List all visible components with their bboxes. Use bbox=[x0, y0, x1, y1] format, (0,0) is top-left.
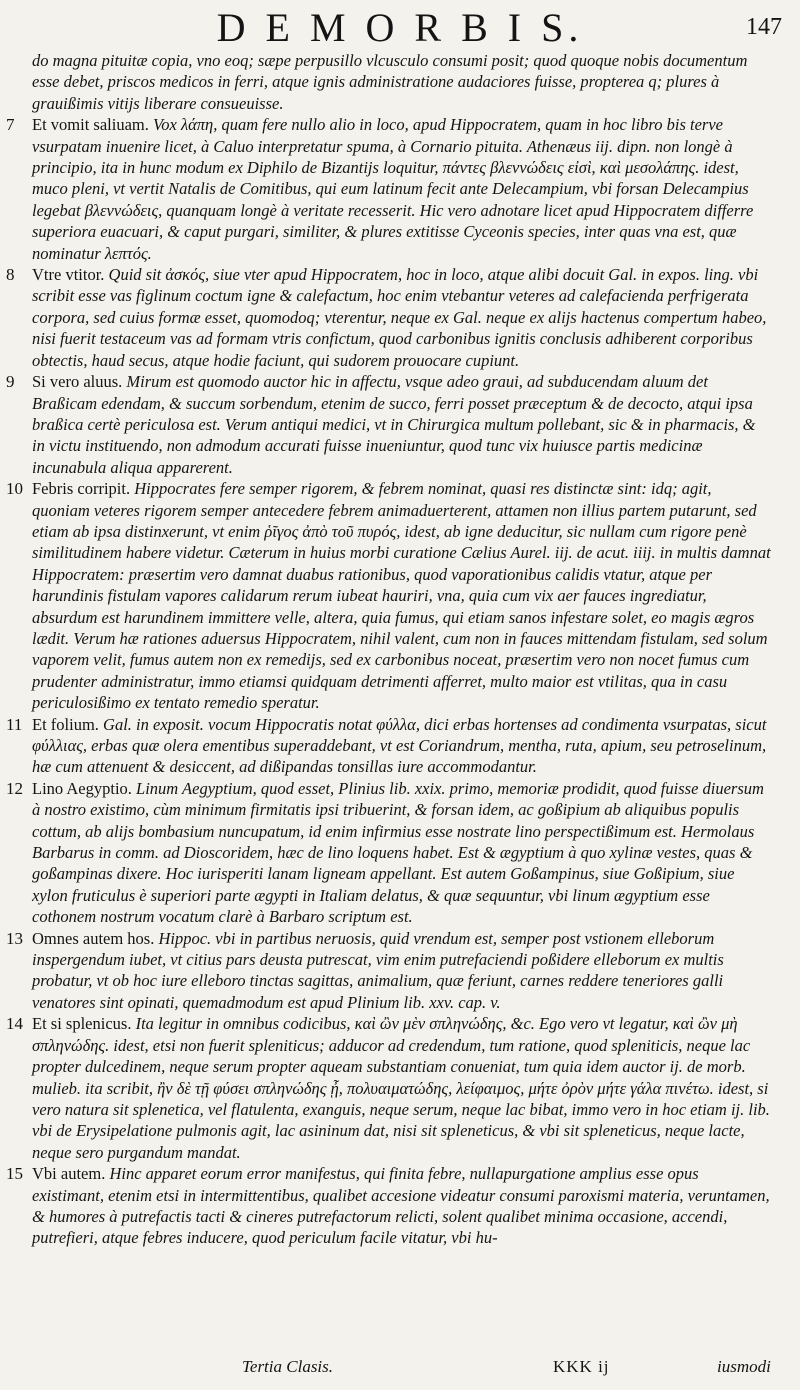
note-number: 15 bbox=[6, 1164, 23, 1184]
paragraph-text: Mirum est quomodo auctor hic in affectu, vsque adeo graui, ad subducendam aluum det Braßicam edendam, & succum sorbendum, etenim de succo, ferri posset præceptum & de decocto, atqui ipsa braßica certè periculosa est. Verum antiqui medici, vt in Chirurgica multum pollebant, sic & in pharmacis, & in victu instituendo, non admodum accurati fuisse inueniuntur, quod tunc vix huiusce partis medicinæ incunabula aliqua apparerent. bbox=[32, 372, 756, 477]
page-footer bbox=[0, 1357, 800, 1387]
note-number: 7 bbox=[6, 115, 15, 135]
note-number: 8 bbox=[6, 265, 15, 285]
lemma: Vbi autem. bbox=[32, 1164, 106, 1184]
note-number: 11 bbox=[6, 714, 23, 734]
lemma: Vtre vtitor. bbox=[32, 265, 105, 285]
paragraph-14 bbox=[6, 1013, 772, 1163]
commentary-text bbox=[6, 50, 772, 1249]
paragraph-text: Vox λάπη, quam fere nullo alio in loco, apud Hippocratem, quam in hoc libro bis terve vsurpatam inuenire licet, à Caluo interpretatur spuma, à Cornario pituita. Athenæus iij. dipn. non longè à principio, ita in hunc modum ex Diphilo de Bizantijs loquitur, πάντες βλεννώδεις εἰσὶ, καὶ μεσολάπης. idest, muco pleni, vt vertit Natalis de Comitibus, qui eum latinum fecit ante Delecampium, vbi forsan Delecampius legebat βλεννώδεις, quanquam longè à veritate recesserit. Hic vero adnotare licet apud Hippocratem differre superiora euacuari, & caput purgari, similiter, & plures extitisse Cyceonis species, inter quas vna est, quæ nominatur λεπτός. bbox=[32, 115, 754, 263]
volume-signature: Tertia Clasis. bbox=[242, 1357, 334, 1376]
paragraph-13 bbox=[6, 928, 772, 1014]
paragraph-10 bbox=[6, 478, 772, 713]
paragraph-8 bbox=[6, 264, 772, 371]
paragraph-9 bbox=[6, 371, 772, 478]
paragraph-text: Ita legitur in omnibus codicibus, καὶ ὢν μὲν σπληνώδης, &c. Ego vero vt legatur, καὶ ὢν μὴ σπληνώδης. idest, etsi non fuerit spleniticus; adducor ad credendum, tum ratione, quod spleniticis, neque lac propter dulcedinem, neque serum propter aqueam substantiam conueniat, tum quia idem auctor ij. de morb. mulieb. ita scribit, ἢν δὲ τῇ φύσει σπληνώδης ᾖ, πολυαιματώδης, λείφαιμος, μήτε ὀρὸν μήτε γάλα πινέτω. idest, si vero natura sit splenetica, vel flatulenta, exanguis, neque serum, neque lac bibat, immo vero in hoc etiam ij. lib. vbi de Erysipelatione pulmonis agit, lac asininum dat, nisi sit spleneticus, & vbi sit spleneticus, neque lacte, neque sero purgandum mandat. bbox=[32, 1014, 770, 1162]
lemma: Et si splenicus. bbox=[32, 1014, 132, 1034]
page-header bbox=[0, 6, 800, 50]
running-head: D E M O R B I S. bbox=[216, 5, 584, 50]
paragraph-11 bbox=[6, 714, 772, 778]
lemma: Si vero aluus. bbox=[32, 372, 123, 392]
paragraph-text: Hinc apparet eorum error manifestus, qui finita febre, nullapurgatione amplius esse opus existimant, etenim etsi in intermittentibus, qualibet accesione videatur consumi paroxismi materia, veruntamen, & humores à putrefactis tacti & cineres putrefactorum relicti, solent qualibet minima occasione, accendi, putrefieri, atque febres inducere, quod periculum facile vitatur, vbi hu- bbox=[32, 1164, 770, 1248]
lemma: Et folium. bbox=[32, 714, 99, 734]
lemma: Lino Aegyptio. bbox=[32, 778, 132, 798]
paragraph-text: do magna pituitæ copia, vno eoq; sæpe perpusillo vlcusculo consumi posit; quod quoque nobis documentum esse debet, priscos medicos in ferri, atque ignis administratione audaciores fuisse, propterea q; plures à grauißimis vitijs liberare consueuisse. bbox=[32, 51, 748, 113]
paragraph-text: Quid sit ἀσκός, siue vter apud Hippocratem, hoc in loco, atque alibi docuit Gal. in expos. ling. vbi scribit esse vas figlinum coctum igne & calefactum, hoc enim vtebantur veteres ad calefacienda perfrigerata corpora, sed cuius formæ esset, quomodoq; vterentur, neque ex Gal. neque ex alijs hactenus compertum habeo, nisi fuerit testaceum vas ad formam vtris confictum, quod carbonibus ignitis conclusis adhiberent corporibus obtectis, haud secus, atque hodie faciunt, qui sudorem prouocare cupiunt. bbox=[32, 265, 767, 370]
paragraph-continued bbox=[12, 50, 772, 114]
lemma: Febris corripit. bbox=[32, 479, 131, 499]
lemma: Et vomit saliuam. bbox=[32, 115, 149, 135]
paragraph-text: Gal. in exposit. vocum Hippocratis notat φύλλα, dici erbas hortenses ad condimenta vsurpatas, sicut φύλλιας, erbas quæ olera ementibus superaddebant, vt est Coriandrum, mentha, ruta, apium, seu petroselinum, hæ cum attenuent & desiccent, ad dißipandas tonsillas iure accommodantur. bbox=[32, 714, 767, 777]
paragraph-text: Linum Aegyptium, quod esset, Plinius lib. xxix. primo, memoriæ prodidit, quod fuisse diuersum à nostro existimo, cùm minimum firmitatis ipsi tribuerint, & forsan idem, ac goßipium ab aliquibus populis cottum, ab alijs bombasium nuncupatum, id enim infirmius esse nostrate lino perspectißimum est. Hermolaus Barbarus in comm. ad Dioscoridem, hæc de lino loquens habet. Est & ægyptium à quo xylinæ vestes, quas & goßampinas dixere. Hoc iurisperiti lanam ligneam appellant. Est autem Goßampinus, siue Goßipium, siue xylon fruticulus è superiori parte ægypti in Italiam delatus, & quæ sequuntur, vbi linum ægyptium esse cothonem nostrum vocatum clarè à Barbaro scriptum est. bbox=[32, 778, 764, 927]
note-number: 13 bbox=[6, 928, 23, 948]
paragraph-text: Hippocrates fere semper rigorem, & febrem nominat, quasi res distinctæ sint: idq; agit, quoniam veteres rigorem semper antecedere febrem animaduerterent, attamen non illius partem putarunt, sed etiam ab ipsa distinxerunt, vt enim ῥῖγος ἀπὸ τοῦ πυρός, idest, ab igne deducitur, sic nullam cum rigore penè similitudinem habere videtur. Cæterum in huius morbi curatione Cælius Aurel. iij. de acut. iiij. in multis damnat Hippocratem: præsertim vero damnat duabus rationibus, quod vaporationibus calidis vtatur, atque per harundinis fistulam vapores calidarum rerum iubeat hauriri, vna, quia cum vix aer fauces ingrediatur, absurdum est harundinem immittere velle, altera, quia fumus, qui etiam sanos infestare solet, eo magis ægros lædit. Verum hæ rationes aduersus Hippocratem, nihil valent, cum non in fauces mittendam fistulam, sed solum vaporem velit, fumus autem non ex remedijs, sed ex carbonibus noceat, præsertim vero non nocet fumus cum prudenter administratur, immo etiamsi quidquam detrimenti afferret, multo maior est vtilitas, qua in casu periculosißimo ex tentato remedio speratur. bbox=[32, 479, 771, 713]
paragraph-7 bbox=[6, 114, 772, 264]
note-number: 14 bbox=[6, 1014, 23, 1034]
catchword: iusmodi bbox=[717, 1357, 771, 1376]
lemma: Omnes autem hos. bbox=[32, 928, 155, 948]
note-number: 10 bbox=[6, 479, 23, 499]
paragraph-12 bbox=[6, 778, 772, 928]
page-number: 147 bbox=[746, 14, 782, 40]
signature-mark: KKK ij bbox=[553, 1357, 610, 1376]
paragraph-text: Hippoc. vbi in partibus neruosis, quid vrendum est, semper post vstionem elleborum inspergendum iubet, vt citius pars deusta putrescat, vim enim putrefaciendi poßidere elleborum ex multis probatur, vt ob hoc iure elleboro tinctas sagittas, animalium, quæ feriunt, carnes reddere teneriores galli venatores sint opinati, quemadmodum est apud Plinium lib. xxv. cap. v. bbox=[32, 928, 724, 1012]
note-number: 12 bbox=[6, 778, 23, 798]
note-number: 9 bbox=[6, 372, 15, 392]
paragraph-15 bbox=[6, 1163, 772, 1249]
